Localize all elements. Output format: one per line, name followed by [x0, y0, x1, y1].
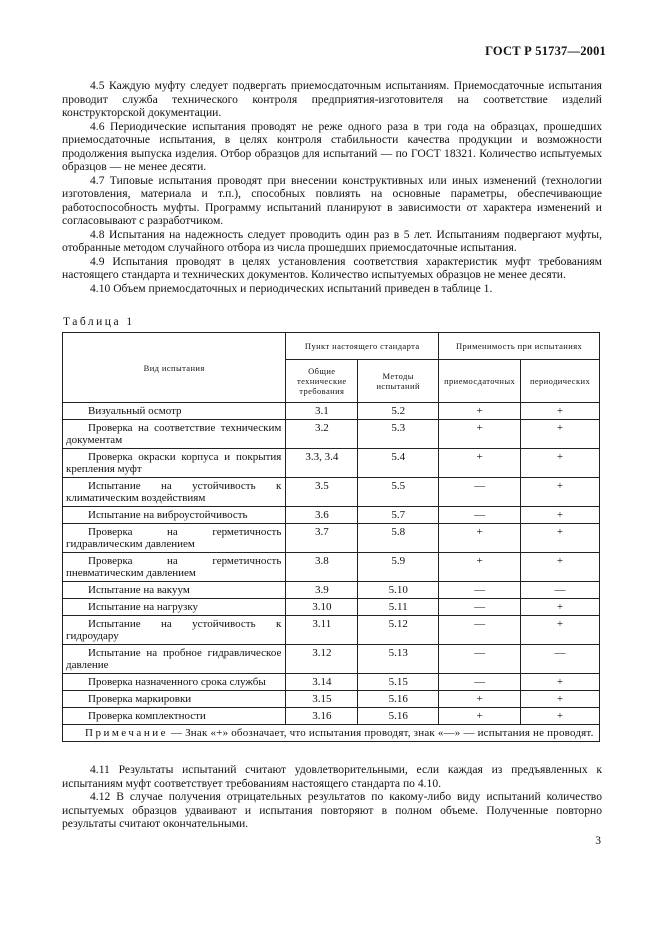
table-row [63, 449, 600, 478]
header-methods: Методы испытаний [358, 360, 439, 403]
req-clause: 3.2 [286, 420, 358, 449]
method-clause: 5.4 [358, 449, 439, 478]
test-name: Испытание на устойчивость к гидроудару [63, 616, 286, 645]
acceptance-mark: — [439, 674, 521, 691]
method-clause: 5.5 [358, 478, 439, 507]
header-standard-clause: Пункт настоящего стандарта [286, 333, 439, 360]
method-clause: 5.16 [358, 691, 439, 708]
tests-table [62, 332, 600, 742]
req-clause: 3.12 [286, 645, 358, 674]
acceptance-mark: — [439, 478, 521, 507]
method-clause: 5.13 [358, 645, 439, 674]
test-name: Проверка назначенного срока службы [63, 674, 286, 691]
req-clause: 3.3, 3.4 [286, 449, 358, 478]
periodic-mark: + [521, 553, 600, 582]
header-test-type: Вид испытания [63, 333, 286, 403]
acceptance-mark: + [439, 449, 521, 478]
req-clause: 3.7 [286, 524, 358, 553]
periodic-mark: + [521, 507, 600, 524]
req-clause: 3.6 [286, 507, 358, 524]
paragraph-4-5: 4.5 Каждую муфту следует подвергать приемосдаточным испытаниям. Приемосдаточные испытания проводит служба технического контроля предприятия-изготовителя на соответствие изделий конструкторской документации. [62, 79, 602, 119]
table-row [63, 708, 600, 725]
paragraph-4-12: 4.12 В случае получения отрицательных результатов по какому-либо виду испытаний количество испытуемых образцов удваивают и испытания повторяют в полном объеме. Полученные повторно результаты считают окончательными. [62, 790, 602, 830]
periodic-mark: + [521, 708, 600, 725]
paragraph-4-9: 4.9 Испытания проводят в целях установления соответствия характеристик муфт требованиям настоящего стандарта и технических документов. Количество испытуемых образцов не менее десяти. [62, 254, 602, 281]
table-row [63, 553, 600, 582]
periodic-mark: + [521, 616, 600, 645]
acceptance-mark: — [439, 582, 521, 599]
req-clause: 3.10 [286, 599, 358, 616]
table-row [63, 645, 600, 674]
method-clause: 5.3 [358, 420, 439, 449]
table-row [63, 599, 600, 616]
periodic-mark: + [521, 524, 600, 553]
table-row [63, 403, 600, 420]
method-clause: 5.9 [358, 553, 439, 582]
table-row [63, 524, 600, 553]
req-clause: 3.1 [286, 403, 358, 420]
method-clause: 5.7 [358, 507, 439, 524]
periodic-mark: + [521, 449, 600, 478]
table-caption: Таблица 1 [63, 316, 135, 328]
body-text [62, 79, 602, 295]
table-row [63, 478, 600, 507]
method-clause: 5.15 [358, 674, 439, 691]
table-body [63, 403, 600, 742]
test-name: Испытание на пробное гидравлическое давление [63, 645, 286, 674]
header-acceptance: приемосдаточных [439, 360, 521, 403]
method-clause: 5.16 [358, 708, 439, 725]
req-clause: 3.11 [286, 616, 358, 645]
acceptance-mark: + [439, 553, 521, 582]
method-clause: 5.12 [358, 616, 439, 645]
periodic-mark: — [521, 582, 600, 599]
note-text: — Знак «+» обозначает, что испытания проводят, знак «—» — испытания не проводят. [170, 727, 594, 739]
acceptance-mark: — [439, 645, 521, 674]
table-row [63, 420, 600, 449]
acceptance-mark: + [439, 691, 521, 708]
test-name: Испытание на устойчивость к климатическим воздействиям [63, 478, 286, 507]
test-name: Испытание на виброустойчивость [63, 507, 286, 524]
acceptance-mark: + [439, 524, 521, 553]
test-name: Проверка маркировки [63, 691, 286, 708]
acceptance-mark: — [439, 616, 521, 645]
body-text-after-table [62, 763, 602, 831]
periodic-mark: + [521, 403, 600, 420]
acceptance-mark: + [439, 403, 521, 420]
acceptance-mark: + [439, 420, 521, 449]
test-name: Проверка на соответствие техническим документам [63, 420, 286, 449]
method-clause: 5.10 [358, 582, 439, 599]
req-clause: 3.5 [286, 478, 358, 507]
periodic-mark: + [521, 478, 600, 507]
test-name: Испытание на вакуум [63, 582, 286, 599]
header-applicability: Применимость при испытаниях [439, 333, 600, 360]
test-name: Проверка на герметичность гидравлическим давлением [63, 524, 286, 553]
req-clause: 3.14 [286, 674, 358, 691]
table-row [63, 691, 600, 708]
test-name: Испытание на нагрузку [63, 599, 286, 616]
test-name: Проверка окраски корпуса и покрытия крепления муфт [63, 449, 286, 478]
req-clause: 3.16 [286, 708, 358, 725]
paragraph-4-7: 4.7 Типовые испытания проводят при внесении конструктивных или иных изменений (технологии изготовления, материала и т.п.), способных повлиять на основные параметры, обеспечивающие работоспособность муфты. Программу испытаний планируют в зависимости от характера изменений и согласовывают с разработчиком. [62, 173, 602, 227]
periodic-mark: + [521, 691, 600, 708]
paragraph-4-6: 4.6 Периодические испытания проводят не реже одного раза в три года на образцах, прошедших приемосдаточные испытания, в целях контроля стабильности качества продукции и возможности продолжения выпуска изделия. Отбор образцов для испытаний — по ГОСТ 18321. Количество испытуемых образцов — не менее десяти. [62, 119, 602, 173]
test-name: Проверка на герметичность пневматическим давлением [63, 553, 286, 582]
method-clause: 5.2 [358, 403, 439, 420]
paragraph-4-10: 4.10 Объем приемосдаточных и периодических испытаний приведен в таблице 1. [90, 281, 493, 295]
header-requirements: Общие технические требования [286, 360, 358, 403]
method-clause: 5.11 [358, 599, 439, 616]
acceptance-mark: — [439, 599, 521, 616]
acceptance-mark: — [439, 507, 521, 524]
test-name: Проверка комплектности [63, 708, 286, 725]
header-periodic: периодических [521, 360, 600, 403]
acceptance-mark: + [439, 708, 521, 725]
paragraph-4-8: 4.8 Испытания на надежность следует проводить один раз в 5 лет. Испытаниям подвергают муфты, отобранные методом случайного отбора из числа прошедших приемосдаточные испытания. [62, 227, 602, 254]
table-note-row [63, 725, 600, 742]
table-note [63, 725, 600, 742]
table-row [63, 507, 600, 524]
req-clause: 3.15 [286, 691, 358, 708]
document-header: ГОСТ Р 51737—2001 [485, 44, 606, 58]
table-row [63, 674, 600, 691]
table-header-row-1 [63, 333, 600, 360]
periodic-mark: + [521, 420, 600, 449]
periodic-mark: + [521, 599, 600, 616]
req-clause: 3.9 [286, 582, 358, 599]
periodic-mark: — [521, 645, 600, 674]
req-clause: 3.8 [286, 553, 358, 582]
table-row [63, 616, 600, 645]
table-row [63, 582, 600, 599]
periodic-mark: + [521, 674, 600, 691]
page-number: 3 [595, 835, 601, 847]
paragraph-4-11: 4.11 Результаты испытаний считают удовлетворительными, если каждая из предъявленных к испытаниям муфт соответствует требованиям настоящего стандарта по 4.10. [62, 763, 602, 790]
method-clause: 5.8 [358, 524, 439, 553]
test-name: Визуальный осмотр [63, 403, 286, 420]
note-label: Примечание [85, 727, 168, 739]
